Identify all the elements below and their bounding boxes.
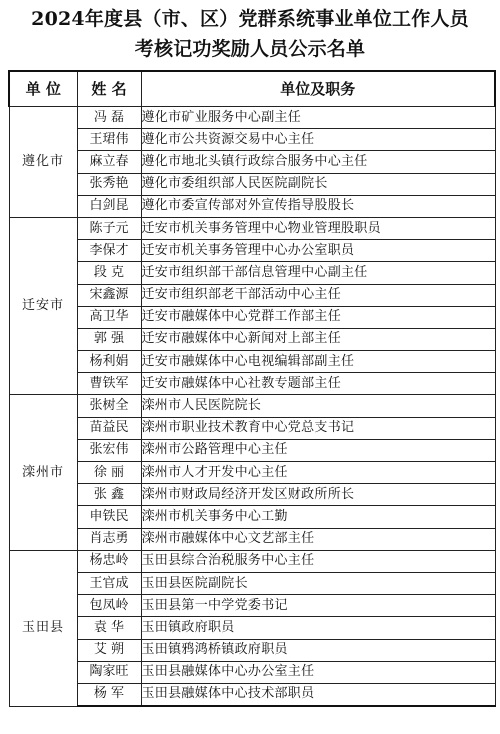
person-name-cell: 徐 丽: [77, 462, 141, 484]
table-row: [9, 506, 495, 528]
person-name-cell: 高卫华: [77, 306, 141, 328]
page-title-line-2: 考核记功奖励人员公示名单: [134, 38, 366, 60]
position-cell: 玉田县融媒体中心办公室主任: [141, 661, 495, 683]
person-name-cell: 包凤岭: [77, 595, 141, 617]
header-job: 单位及职务: [141, 71, 495, 107]
person-name-cell: 杨利娟: [77, 351, 141, 373]
table-row: [9, 173, 495, 195]
position-cell: 玉田镇政府职员: [141, 617, 495, 639]
table-row: [9, 351, 495, 373]
table-row: [9, 595, 495, 617]
person-name-cell: 张宏伟: [77, 439, 141, 461]
table-row: [9, 484, 495, 506]
position-cell: 迁安市融媒体中心新闻对上部主任: [141, 328, 495, 350]
header-unit: 单 位: [9, 71, 77, 107]
person-name-cell: 段 克: [77, 262, 141, 284]
person-name-cell: 申铁民: [77, 506, 141, 528]
unit-cell: 迁安市: [9, 217, 77, 395]
table-row: [9, 683, 495, 706]
table-row: [9, 240, 495, 262]
person-name-cell: 王珺伟: [77, 129, 141, 151]
table-row: [9, 151, 495, 173]
person-name-cell: 肖志勇: [77, 528, 141, 550]
person-name-cell: 曹铁军: [77, 373, 141, 395]
person-name-cell: 张 鑫: [77, 484, 141, 506]
unit-cell: 遵化市: [9, 107, 77, 218]
table-row: [9, 107, 495, 129]
table-row: [9, 617, 495, 639]
person-name-cell: 李保才: [77, 240, 141, 262]
position-cell: 玉田县第一中学党委书记: [141, 595, 495, 617]
position-cell: 迁安市融媒体中心社教专题部主任: [141, 373, 495, 395]
table-row: [9, 306, 495, 328]
person-name-cell: 陶家旺: [77, 661, 141, 683]
position-cell: 滦州市职业技术教育中心党总支书记: [141, 417, 495, 439]
table-row: [9, 328, 495, 350]
position-cell: 迁安市机关事务管理中心办公室职员: [141, 240, 495, 262]
position-cell: 玉田县融媒体中心技术部职员: [141, 683, 495, 706]
person-name-cell: 张秀艳: [77, 173, 141, 195]
table-row: [9, 572, 495, 594]
table-row: [9, 462, 495, 484]
position-cell: 遵化市地北头镇行政综合服务中心主任: [141, 151, 495, 173]
person-name-cell: 袁 华: [77, 617, 141, 639]
position-cell: 玉田镇鸦鸿桥镇政府职员: [141, 639, 495, 661]
person-name-cell: 白剑昆: [77, 195, 141, 217]
person-name-cell: 王官成: [77, 572, 141, 594]
position-cell: 遵化市矿业服务中心副主任: [141, 107, 495, 129]
table-row: [9, 417, 495, 439]
person-name-cell: 张树全: [77, 395, 141, 417]
table-row: [9, 550, 495, 572]
person-name-cell: 陈子元: [77, 217, 141, 239]
position-cell: 迁安市融媒体中心党群工作部主任: [141, 306, 495, 328]
table-row: [9, 284, 495, 306]
position-cell: 遵化市公共资源交易中心主任: [141, 129, 495, 151]
table-row: [9, 528, 495, 550]
table-row: [9, 262, 495, 284]
position-cell: 遵化市委组织部人民医院副院长: [141, 173, 495, 195]
table-body: [9, 107, 495, 707]
position-cell: 迁安市组织部老干部活动中心主任: [141, 284, 495, 306]
person-name-cell: 冯 磊: [77, 107, 141, 129]
position-cell: 迁安市融媒体中心电视编辑部副主任: [141, 351, 495, 373]
position-cell: 遵化市委宣传部对外宣传指导股股长: [141, 195, 495, 217]
table-row: [9, 195, 495, 217]
award-roster-table: [8, 70, 496, 707]
table-row: [9, 217, 495, 239]
position-cell: 迁安市机关事务管理中心物业管理股职员: [141, 217, 495, 239]
position-cell: 滦州市财政局经济开发区财政所所长: [141, 484, 495, 506]
position-cell: 滦州市融媒体中心文艺部主任: [141, 528, 495, 550]
table-row: [9, 395, 495, 417]
position-cell: 滦州市人民医院院长: [141, 395, 495, 417]
table-row: [9, 373, 495, 395]
person-name-cell: 麻立春: [77, 151, 141, 173]
person-name-cell: 宋鑫源: [77, 284, 141, 306]
person-name-cell: 苗益民: [77, 417, 141, 439]
page-title-line-1: 2024年度县（市、区）党群系统事业单位工作人员: [31, 8, 469, 30]
position-cell: 玉田县综合治税服务中心主任: [141, 550, 495, 572]
unit-cell: 玉田县: [9, 550, 77, 706]
position-cell: 迁安市组织部干部信息管理中心副主任: [141, 262, 495, 284]
table-row: [9, 439, 495, 461]
person-name-cell: 杨忠岭: [77, 550, 141, 572]
person-name-cell: 郭 强: [77, 328, 141, 350]
table-header-row: [9, 71, 495, 107]
position-cell: 滦州市机关事务中心工勤: [141, 506, 495, 528]
table-row: [9, 129, 495, 151]
table-row: [9, 639, 495, 661]
person-name-cell: 杨 军: [77, 683, 141, 706]
position-cell: 玉田县医院副院长: [141, 572, 495, 594]
position-cell: 滦州市人才开发中心主任: [141, 462, 495, 484]
header-name: 姓 名: [77, 71, 141, 107]
table-row: [9, 661, 495, 683]
position-cell: 滦州市公路管理中心主任: [141, 439, 495, 461]
unit-cell: 滦州市: [9, 395, 77, 550]
person-name-cell: 艾 朔: [77, 639, 141, 661]
